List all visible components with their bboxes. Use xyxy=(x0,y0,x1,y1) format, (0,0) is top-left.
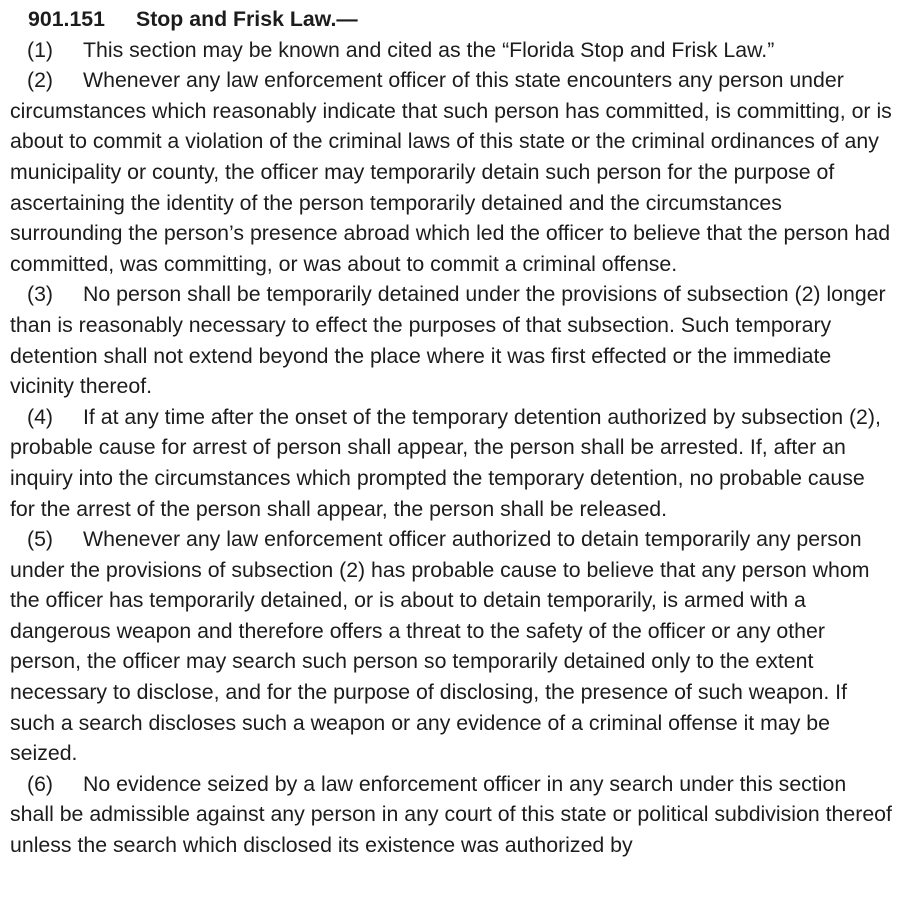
subsection-4 xyxy=(10,402,894,524)
section-heading xyxy=(10,4,894,35)
section-title: Stop and Frisk Law.— xyxy=(136,7,358,31)
section-number: 901.151 xyxy=(28,7,105,31)
subsection-text: No person shall be temporarily detained under the provisions of subsection (2) longer than is reasonably necessary to effect the purposes of that subsection. Such temporary detention shall not extend beyond the place where it was first effected or the immediate vicinity thereof. xyxy=(10,282,886,399)
subsection-text: No evidence seized by a law enforcement officer in any search under this section shall be admissible against any person in any court of this state or political subdivision thereof unless the search which disclosed its existence was authorized by xyxy=(10,771,892,858)
subsection-number: (4) xyxy=(27,404,54,429)
subsection-text: This section may be known and cited as the “Florida Stop and Frisk Law.” xyxy=(83,37,775,62)
subsection-number: (2) xyxy=(27,68,54,93)
subsection-1 xyxy=(10,35,894,66)
subsection-text: Whenever any law enforcement officer of this state encounters any person under circumstances which reasonably indicate that such person has committed, is committing, or is about to commit a violation of the criminal laws of this state or the criminal ordinances of any municipality or county, the officer may temporarily detain such person for the purpose of ascertaining the identity of the person temporarily detained and the circumstances surrounding the person’s presence abroad which led the officer to believe that the person had committed, was committing, or was about to commit a criminal offense. xyxy=(10,68,892,276)
subsection-2 xyxy=(10,65,894,279)
subsection-3 xyxy=(10,279,894,401)
subsection-text: Whenever any law enforcement officer authorized to detain temporarily any person under the provisions of subsection (2) has probable cause to believe that any person whom the officer has temporarily detained, or is about to detain temporarily, is armed with a dangerous weapon and therefore offers a threat to the safety of the officer or any other person, the officer may search such person so temporarily detained only to the extent necessary to disclose, and for the purpose of disclosing, the presence of such weapon. If such a search discloses such a weapon or any evidence of a criminal offense it may be seized. xyxy=(10,527,870,766)
statute-document xyxy=(10,4,894,861)
subsection-number: (5) xyxy=(27,527,54,552)
subsection-6 xyxy=(10,769,894,861)
subsection-number: (1) xyxy=(27,37,54,62)
subsection-5 xyxy=(10,524,894,769)
subsection-number: (3) xyxy=(27,282,54,307)
subsection-number: (6) xyxy=(27,771,54,796)
subsection-text: If at any time after the onset of the temporary detention authorized by subsection (2), probable cause for arrest of person shall appear, the person shall be arrested. If, after an inquiry into the circumstances which prompted the temporary detention, no probable cause for the arrest of the person shall appear, the person shall be released. xyxy=(10,404,881,521)
